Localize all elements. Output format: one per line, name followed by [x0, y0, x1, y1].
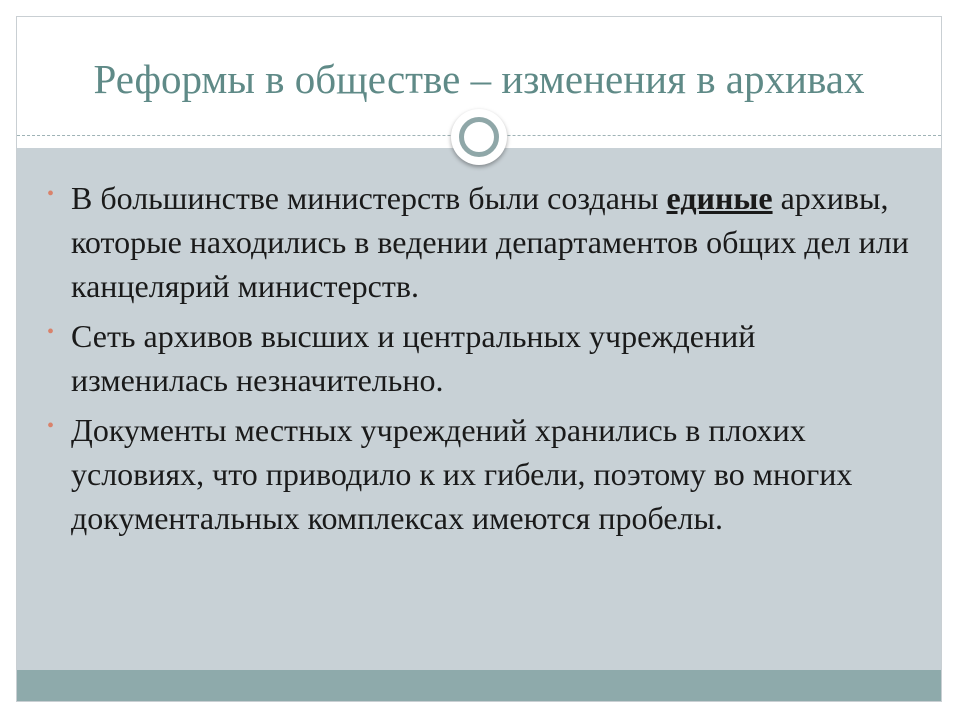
- bullet-text: Документы местных учреждений хранились в плохих условиях, что приводило к их гибели, поэтому во многих документальных комплексах имеются пробелы.: [71, 412, 853, 536]
- bullet-text-before: В большинстве министерств были созданы: [71, 180, 667, 216]
- footer-bar: [17, 670, 941, 701]
- bullet-item: [47, 314, 911, 402]
- bullet-text: Сеть архивов высших и центральных учреждений изменилась незначительно.: [71, 318, 756, 398]
- bullet-icon: •: [47, 183, 55, 205]
- slide-title: Реформы в обществе – изменения в архивах: [93, 56, 865, 102]
- bullet-icon: •: [47, 415, 55, 437]
- bullet-emphasis: единые: [666, 180, 773, 216]
- content-area: [17, 148, 941, 670]
- bullet-item: [47, 408, 911, 540]
- ring-icon: [451, 109, 507, 165]
- slide-frame: [16, 16, 942, 702]
- bullet-list: [47, 176, 911, 546]
- bullet-item: [47, 176, 911, 308]
- bullet-icon: •: [47, 321, 55, 343]
- ring-inner: [459, 117, 499, 157]
- bullet-text-after: архивы, которые находились в ведении департаментов общих дел или канцелярий министерств.: [71, 180, 909, 304]
